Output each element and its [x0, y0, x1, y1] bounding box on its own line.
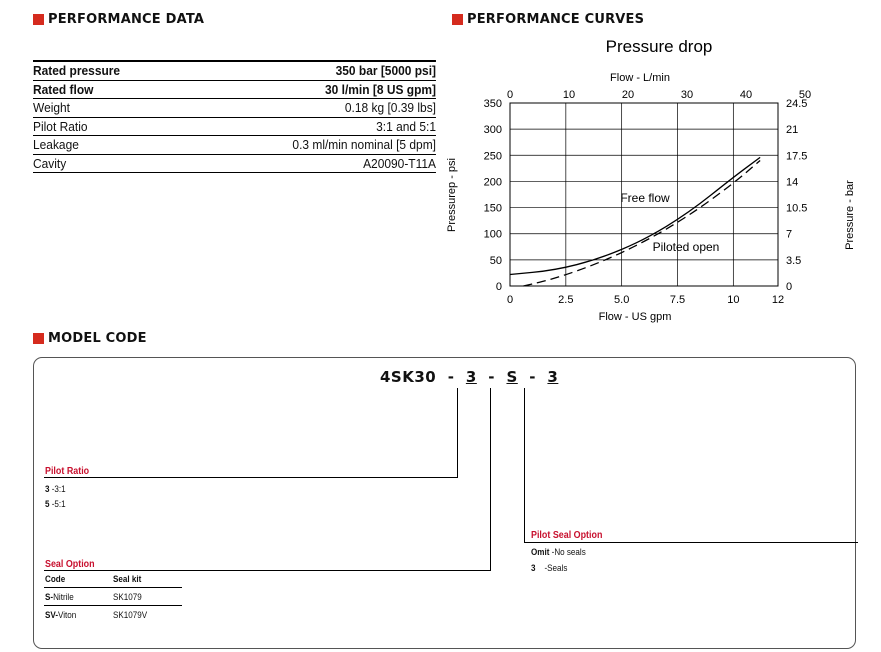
- table-row: Rated flow 30 l/min [8 US gpm]: [33, 81, 436, 100]
- y2-tick-label: 24.5: [786, 98, 808, 110]
- performance-data-heading: PERFORMANCE DATA: [33, 12, 204, 27]
- series-line: [510, 157, 760, 274]
- x2-tick-label: 0: [506, 89, 514, 101]
- table-divider: [44, 605, 182, 606]
- code-part-pilot-ratio: 3: [465, 368, 477, 386]
- red-square-icon: [33, 333, 44, 344]
- chart-series: [510, 157, 760, 286]
- seal-col-code-header: Code: [45, 574, 66, 585]
- y2-tick-label: 10.5: [786, 202, 808, 215]
- table-row: Leakage 0.3 ml/min nominal [5 dpm]: [33, 136, 436, 155]
- y2-tick-label: 7: [786, 228, 793, 241]
- performance-table: [33, 60, 436, 173]
- pilot-seal-option-title: Pilot Seal Option: [531, 529, 603, 541]
- pressure-drop-chart: [440, 30, 870, 330]
- y-tick-label: 250: [483, 150, 502, 163]
- code-part-pilot-seal: 3: [547, 368, 559, 386]
- y-tick-label: 350: [483, 98, 502, 110]
- y-tick-label: 50: [489, 254, 502, 267]
- y-tick-label: 300: [483, 124, 502, 137]
- y2-axis-label: Pressure - bar: [844, 180, 856, 250]
- y2-tick-label: 14: [786, 176, 799, 189]
- table-row: SV-Viton: [45, 610, 77, 621]
- y2-tick-label: 17.5: [786, 150, 808, 163]
- connector-line: [44, 570, 491, 571]
- pilot-ratio-title: Pilot Ratio: [45, 465, 90, 477]
- x-tick-label: 0: [506, 294, 514, 306]
- connector-line: [524, 542, 858, 543]
- y2-tick-label: 0: [786, 281, 793, 293]
- y-axis-label: Pressurep - psi: [446, 158, 458, 232]
- table-row: Pilot Ratio 3:1 and 5:1: [33, 118, 436, 137]
- list-item: 3 -3:1: [45, 484, 66, 495]
- table-row: Cavity A20090-T11A: [33, 155, 436, 174]
- connector-line: [457, 388, 458, 478]
- x2-tick-label: 50: [798, 89, 812, 101]
- y-tick-label: 200: [483, 176, 502, 189]
- y-tick-label: 100: [483, 228, 502, 241]
- list-item: 5 -5:1: [45, 499, 66, 510]
- y2-tick-label: 21: [786, 124, 799, 137]
- series-label-free-flow: Free flow: [620, 191, 670, 205]
- x-tick-label: 5.0: [614, 294, 630, 306]
- connector-line: [44, 477, 458, 478]
- chart-title: Pressure drop: [605, 37, 713, 56]
- x2-tick-label: 20: [621, 89, 635, 101]
- code-part-seal-option: S: [506, 368, 518, 386]
- list-item: Omit -No seals: [531, 547, 586, 558]
- model-code-heading: MODEL CODE: [33, 331, 147, 346]
- chart-text: [446, 37, 856, 323]
- x-tick-label: 12: [771, 294, 785, 306]
- x-tick-label: 10: [727, 294, 740, 306]
- table-row: S-Nitrile: [45, 592, 74, 603]
- x2-tick-label: 10: [562, 89, 576, 101]
- table-row: Weight 0.18 kg [0.39 lbs]: [33, 99, 436, 118]
- seal-col-kit-header: Seal kit: [113, 574, 142, 585]
- table-divider: [44, 587, 182, 588]
- connector-line: [524, 388, 525, 543]
- y-tick-label: 0: [495, 281, 502, 293]
- model-code-string: 4SK30 - 3 - S - 3: [380, 368, 559, 386]
- y-tick-label: 150: [483, 202, 502, 215]
- red-square-icon: [33, 14, 44, 25]
- performance-curves-heading: PERFORMANCE CURVES: [452, 12, 644, 27]
- x-axis-label: Flow - US gpm: [598, 311, 672, 323]
- series-label-piloted-open: Piloted open: [652, 240, 720, 254]
- y2-tick-label: 3.5: [786, 254, 802, 267]
- series-line: [523, 161, 760, 286]
- x-tick-label: 2.5: [558, 294, 574, 306]
- table-cell: SK1079: [113, 592, 142, 603]
- x2-axis-label: Flow - L/min: [610, 72, 670, 84]
- x-tick-label: 7.5: [669, 294, 686, 306]
- table-cell: SK1079V: [113, 610, 148, 621]
- table-row: Rated pressure 350 bar [5000 psi]: [33, 60, 436, 81]
- red-square-icon: [452, 14, 463, 25]
- x2-tick-label: 30: [680, 89, 694, 101]
- list-item: 3 -Seals: [531, 563, 568, 574]
- connector-line: [490, 388, 491, 571]
- x2-tick-label: 40: [739, 89, 753, 101]
- seal-option-title: Seal Option: [45, 558, 95, 570]
